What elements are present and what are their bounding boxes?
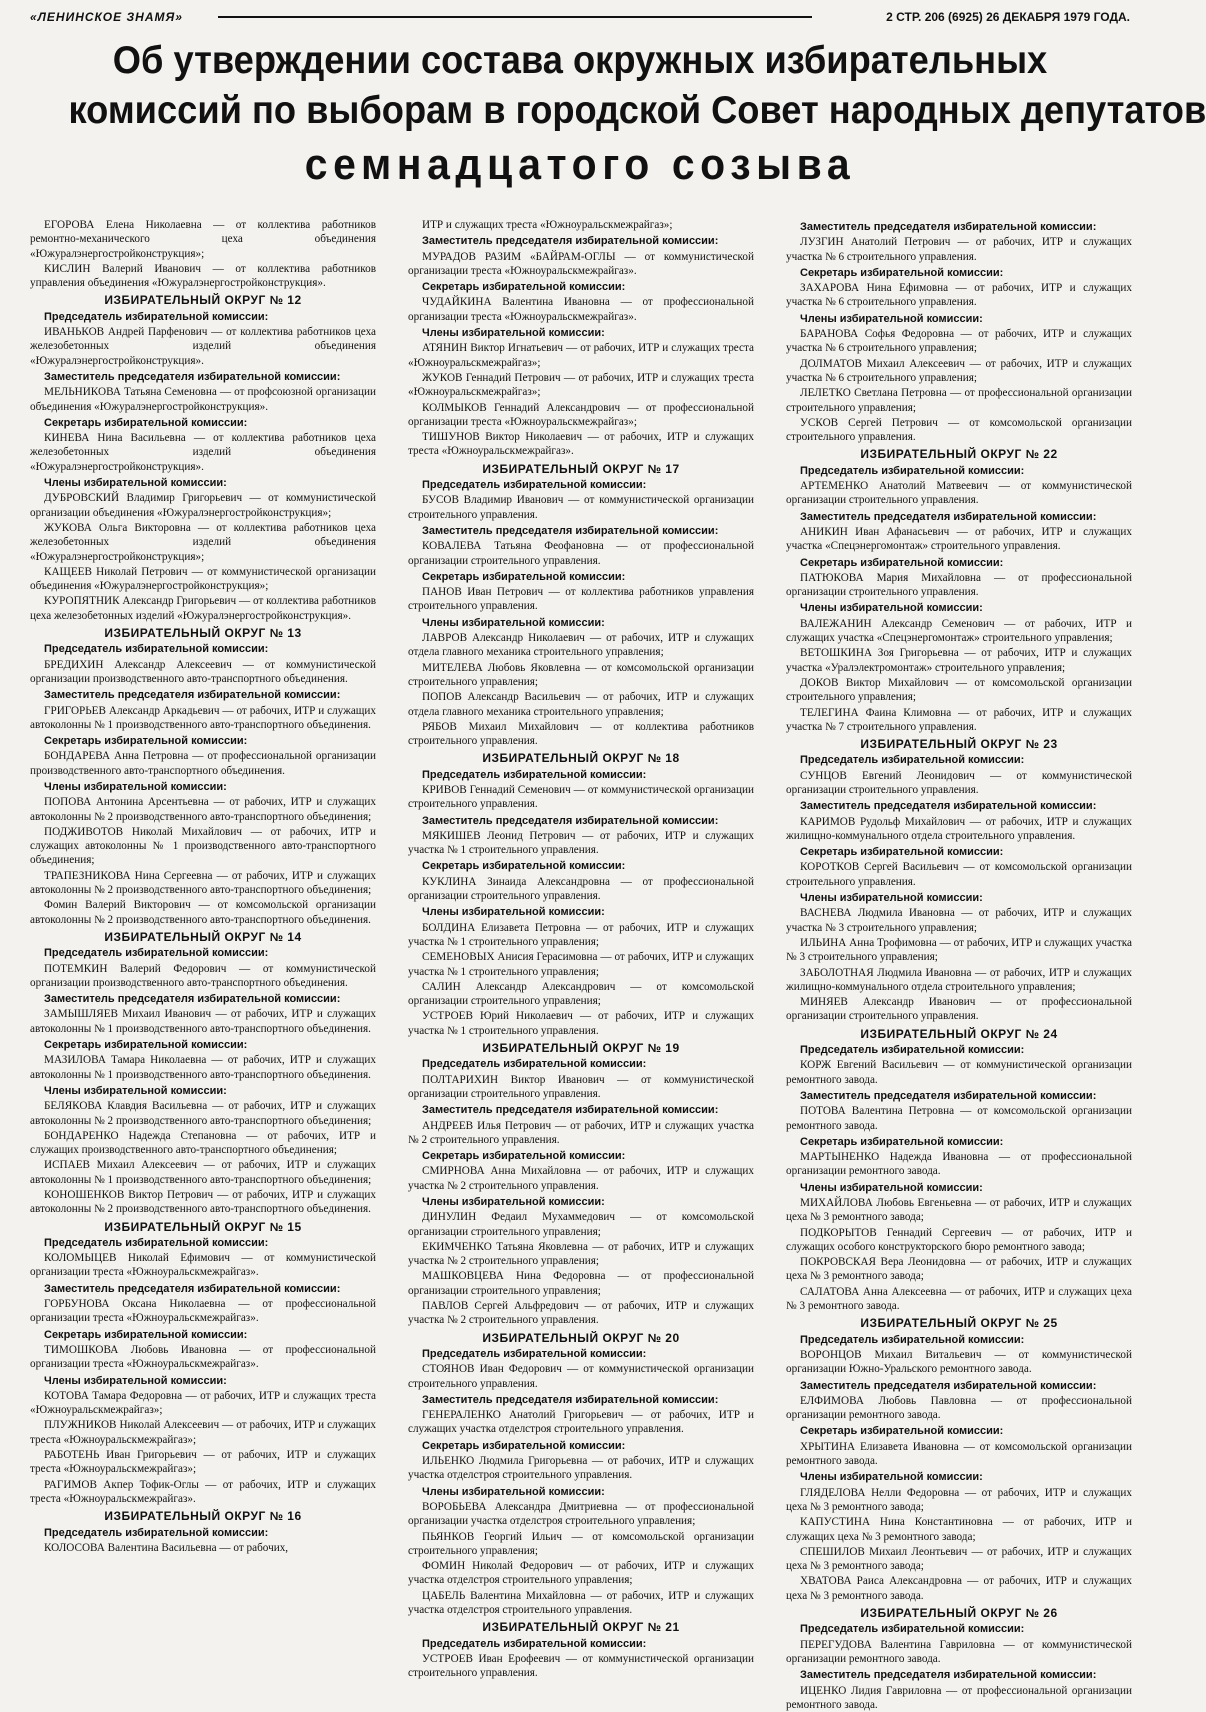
commission-role: Члены избирательной комиссии: <box>30 780 376 794</box>
member-entry: УСТРОЕВ Юрий Николаевич — от рабочих, ИТР и служащих участка № 1 строительного управления. <box>408 1009 754 1038</box>
masthead <box>30 8 1130 26</box>
commission-role: Заместитель председателя избирательной комиссии: <box>408 1103 754 1117</box>
district-heading: ИЗБИРАТЕЛЬНЫЙ ОКРУГ № 16 <box>30 1509 376 1523</box>
commission-role: Секретарь избирательной комиссии: <box>786 556 1132 570</box>
member-entry: СУНЦОВ Евгений Леонидович — от коммунистической организации строительного управления. <box>786 769 1132 798</box>
commission-role: Председатель избирательной комиссии: <box>786 1622 1132 1636</box>
commission-role: Секретарь избирательной комиссии: <box>786 266 1132 280</box>
member-entry: БЕЛЯКОВА Клавдия Васильевна — от рабочих, ИТР и служащих автоколонны № 2 производственного авто-транспортного объединения; <box>30 1099 376 1128</box>
commission-role: Секретарь избирательной комиссии: <box>408 1439 754 1453</box>
commission-role: Секретарь избирательной комиссии: <box>786 845 1132 859</box>
member-entry: ДИНУЛИН Федаил Мухаммедович — от комсомольской организации строительного управления; <box>408 1210 754 1239</box>
member-entry: КОТОВА Тамара Федоровна — от рабочих, ИТР и служащих треста «Южноуральскмежрайгаз»; <box>30 1389 376 1418</box>
member-entry: БРЕДИХИН Александр Алексеевич — от коммунистической организации производственного авто-транспортного объединения. <box>30 658 376 687</box>
member-entry: ТРАПЕЗНИКОВА Нина Сергеевна — от рабочих, ИТР и служащих автоколонны № 2 производственного авто-транспортного объединения; <box>30 869 376 898</box>
text-column-2 <box>408 218 754 1638</box>
member-entry: ИТР и служащих треста «Южноуральскмежрайгаз»; <box>408 218 754 232</box>
member-entry: СПЕШИЛОВ Михаил Леонтьевич — от рабочих, ИТР и служащих цеха № 3 ремонтного завода; <box>786 1545 1132 1574</box>
issue-line: 2 СТР. 206 (6925) 26 ДЕКАБРЯ 1979 ГОДА. <box>886 8 1130 26</box>
commission-role: Председатель избирательной комиссии: <box>408 478 754 492</box>
district-heading: ИЗБИРАТЕЛЬНЫЙ ОКРУГ № 23 <box>786 737 1132 751</box>
member-entry: ПОПОВ Александр Васильевич — от рабочих, ИТР и служащих отдела главного механика строительного управления; <box>408 690 754 719</box>
commission-role: Председатель избирательной комиссии: <box>786 753 1132 767</box>
member-entry: КАПУСТИНА Нина Константиновна — от рабочих, ИТР и служащих цеха № 3 ремонтного завода; <box>786 1515 1132 1544</box>
member-entry: МИХАЙЛОВА Любовь Евгеньевна — от рабочих, ИТР и служащих цеха № 3 ремонтного завода; <box>786 1196 1132 1225</box>
district-heading: ИЗБИРАТЕЛЬНЫЙ ОКРУГ № 26 <box>786 1606 1132 1620</box>
commission-role: Заместитель председателя избирательной комиссии: <box>30 370 376 384</box>
member-entry: ГОРБУНОВА Оксана Николаевна — от профессиональной организации треста «Южноуральскмежрайгаз». <box>30 1297 376 1326</box>
member-entry: КОЛМЫКОВ Геннадий Александрович — от профессиональной организации треста «Южноуральскмежрайгаз»; <box>408 401 754 430</box>
member-entry: ПОДКОРЫТОВ Геннадий Сергеевич — от рабочих, ИТР и служащих особого конструкторского бюро ремонтного завода; <box>786 1226 1132 1255</box>
member-entry: КУРОПЯТНИК Александр Григорьевич — от коллектива работников цеха железобетонных изделий «Южуралэнергостройконструкция». <box>30 594 376 623</box>
member-entry: ДОЛМАТОВ Михаил Алексеевич — от рабочих, ИТР и служащих участка № 6 строительного управления; <box>786 357 1132 386</box>
commission-role: Члены избирательной комиссии: <box>786 1470 1132 1484</box>
member-entry: МАЗИЛОВА Тамара Николаевна — от рабочих, ИТР и служащих автоколонны № 1 производственного авто-транспортного объединения. <box>30 1053 376 1082</box>
commission-role: Заместитель председателя избирательной комиссии: <box>30 1282 376 1296</box>
member-entry: ВАСНЕВА Людмила Ивановна — от рабочих, ИТР и служащих участка № 3 строительного управления; <box>786 906 1132 935</box>
district-heading: ИЗБИРАТЕЛЬНЫЙ ОКРУГ № 22 <box>786 447 1132 461</box>
member-entry: ВОРОБЬЕВА Александра Дмитриевна — от профессиональной организации участка отделстроя строительного управления; <box>408 1500 754 1529</box>
commission-role: Председатель избирательной комиссии: <box>786 1333 1132 1347</box>
district-heading: ИЗБИРАТЕЛЬНЫЙ ОКРУГ № 12 <box>30 293 376 307</box>
commission-role: Секретарь избирательной комиссии: <box>30 1038 376 1052</box>
member-entry: ГЛЯДЕЛОВА Нелли Федоровна — от рабочих, ИТР и служащих цеха № 3 ремонтного завода; <box>786 1486 1132 1515</box>
district-heading: ИЗБИРАТЕЛЬНЫЙ ОКРУГ № 13 <box>30 626 376 640</box>
member-entry: ПЬЯНКОВ Георгий Ильич — от комсомольской организации строительного управления; <box>408 1530 754 1559</box>
member-entry: КОРОТКОВ Сергей Васильевич — от комсомольской организации строительного управления. <box>786 860 1132 889</box>
commission-role: Члены избирательной комиссии: <box>30 476 376 490</box>
member-entry: УСКОВ Сергей Петрович — от комсомольской организации строительного управления. <box>786 416 1132 445</box>
member-entry: ИЛЬИНА Анна Трофимовна — от рабочих, ИТР и служащих участка № 3 строительного управления; <box>786 936 1132 965</box>
commission-role: Секретарь избирательной комиссии: <box>786 1135 1132 1149</box>
member-entry: ПЕРЕГУДОВА Валентина Гавриловна — от коммунистической организации ремонтного завода. <box>786 1638 1132 1667</box>
member-entry: КОЛОСОВА Валентина Васильевна — от рабочих, <box>30 1541 376 1555</box>
commission-role: Заместитель председателя избирательной комиссии: <box>30 688 376 702</box>
commission-role: Секретарь избирательной комиссии: <box>30 734 376 748</box>
member-entry: БОЛДИНА Елизавета Петровна — от рабочих, ИТР и служащих участка № 1 строительного управления; <box>408 921 754 950</box>
member-entry: ПЛУЖНИКОВ Николай Алексеевич — от рабочих, ИТР и служащих треста «Южноуральскмежрайгаз»; <box>30 1418 376 1447</box>
member-entry: ТЕЛЕГИНА Фаина Климовна — от рабочих, ИТР и служащих участка № 7 строительного управления. <box>786 706 1132 735</box>
member-entry: ИЛЬЕНКО Людмила Григорьевна — от рабочих, ИТР и служащих участка отделстроя строительного управления. <box>408 1454 754 1483</box>
member-entry: ВОРОНЦОВ Михаил Витальевич — от коммунистической организации Южно-Уральского ремонтного завода. <box>786 1348 1132 1377</box>
member-entry: МУРАДОВ РАЗИМ «БАЙРАМ-ОГЛЫ — от коммунистической организации треста «Южноуральскмежрайгаз». <box>408 250 754 279</box>
article-headline <box>69 36 1092 190</box>
member-entry: МАРТЫНЕНКО Надежда Ивановна — от профессиональной организации ремонтного завода. <box>786 1150 1132 1179</box>
headline-line-1: Об утверждении состава окружных избирательных <box>69 36 1092 86</box>
member-entry: ПАТЮКОВА Мария Михайловна — от профессиональной организации строительного управления. <box>786 571 1132 600</box>
headline-line-2: комиссий по выборам в городской Совет народных депутатов <box>69 86 1092 136</box>
commission-role: Члены избирательной комиссии: <box>408 1485 754 1499</box>
commission-role: Председатель избирательной комиссии: <box>786 464 1132 478</box>
commission-role: Члены избирательной комиссии: <box>786 312 1132 326</box>
commission-role: Секретарь избирательной комиссии: <box>408 859 754 873</box>
member-entry: ЗАХАРОВА Нина Ефимовна — от рабочих, ИТР и служащих участка № 6 строительного управления. <box>786 281 1132 310</box>
commission-role: Заместитель председателя избирательной комиссии: <box>408 814 754 828</box>
member-entry: МИНЯЕВ Александр Иванович — от профессиональной организации строительного управления. <box>786 995 1132 1024</box>
member-entry: ЛУЗГИН Анатолий Петрович — от рабочих, ИТР и служащих участка № 6 строительного управления. <box>786 235 1132 264</box>
member-entry: КОЛОМЫЦЕВ Николай Ефимович — от коммунистической организации треста «Южноуральскмежрайгаз». <box>30 1251 376 1280</box>
article-body <box>30 218 1134 1638</box>
district-heading: ИЗБИРАТЕЛЬНЫЙ ОКРУГ № 21 <box>408 1620 754 1634</box>
member-entry: ЛЕЛЕТКО Светлана Петровна — от профессиональной организации строительного управления; <box>786 386 1132 415</box>
commission-role: Председатель избирательной комиссии: <box>30 642 376 656</box>
member-entry: КИНЕВА Нина Васильевна — от коллектива работников цеха железобетонных изделий объединения «Южуралэнергостройконструкция». <box>30 431 376 474</box>
member-entry: ХРЫТИНА Елизавета Ивановна — от комсомольской организации ремонтного завода. <box>786 1440 1132 1469</box>
member-entry: АТЯНИН Виктор Игнатьевич — от рабочих, ИТР и служащих треста «Южноуральскмежрайгаз»; <box>408 341 754 370</box>
text-column-1 <box>30 218 376 1638</box>
headline-line-3: семнадцатого созыва <box>69 140 1092 190</box>
district-heading: ИЗБИРАТЕЛЬНЫЙ ОКРУГ № 18 <box>408 751 754 765</box>
commission-role: Члены избирательной комиссии: <box>786 1181 1132 1195</box>
member-entry: ЕГОРОВА Елена Николаевна — от коллектива работников ремонтно-механического цеха объединения «Южуралэнергостройконструкция»; <box>30 218 376 261</box>
commission-role: Секретарь избирательной комиссии: <box>786 1424 1132 1438</box>
commission-role: Заместитель председателя избирательной комиссии: <box>30 992 376 1006</box>
member-entry: ЗАБОЛОТНАЯ Людмила Ивановна — от рабочих, ИТР и служащих жилищно-коммунального отдела строительного управления; <box>786 966 1132 995</box>
commission-role: Председатель избирательной комиссии: <box>408 1637 754 1651</box>
member-entry: ТИМОШКОВА Любовь Ивановна — от профессиональной организации треста «Южноуральскмежрайгаз». <box>30 1343 376 1372</box>
commission-role: Председатель избирательной комиссии: <box>786 1043 1132 1057</box>
district-heading: ИЗБИРАТЕЛЬНЫЙ ОКРУГ № 24 <box>786 1027 1132 1041</box>
member-entry: МЕЛЬНИКОВА Татьяна Семеновна — от профсоюзной организации объединения «Южуралэнергостройконструкция». <box>30 385 376 414</box>
member-entry: ТИШУНОВ Виктор Николаевич — от рабочих, ИТР и служащих треста «Южноуральскмежрайгаз». <box>408 430 754 459</box>
member-entry: АНДРЕЕВ Илья Петрович — от рабочих, ИТР и служащих участка № 2 строительного управления. <box>408 1119 754 1148</box>
member-entry: КАРИМОВ Рудольф Михайлович — от рабочих, ИТР и служащих жилищно-коммунального отдела строительного управления. <box>786 815 1132 844</box>
commission-role: Члены избирательной комиссии: <box>30 1084 376 1098</box>
commission-role: Председатель избирательной комиссии: <box>30 1236 376 1250</box>
commission-role: Председатель избирательной комиссии: <box>408 768 754 782</box>
commission-role: Председатель избирательной комиссии: <box>30 1526 376 1540</box>
commission-role: Заместитель председателя избирательной комиссии: <box>408 234 754 248</box>
commission-role: Заместитель председателя избирательной комиссии: <box>408 524 754 538</box>
member-entry: ВАЛЕЖАНИН Александр Семенович — от рабочих, ИТР и служащих участка «Спецэнергомонтаж» строительного управления; <box>786 617 1132 646</box>
member-entry: АНИКИН Иван Афанасьевич — от рабочих, ИТР и служащих участка «Спецэнергомонтаж» строительного управления. <box>786 525 1132 554</box>
member-entry: СМИРНОВА Анна Михайловна — от рабочих, ИТР и служащих участка № 2 строительного управления. <box>408 1164 754 1193</box>
district-heading: ИЗБИРАТЕЛЬНЫЙ ОКРУГ № 20 <box>408 1331 754 1345</box>
member-entry: КАЩЕЕВ Николай Петрович — от коммунистической организации объединения «Южуралэнергостройконструкция»; <box>30 565 376 594</box>
commission-role: Председатель избирательной комиссии: <box>408 1347 754 1361</box>
district-heading: ИЗБИРАТЕЛЬНЫЙ ОКРУГ № 14 <box>30 930 376 944</box>
member-entry: АРТЕМЕНКО Анатолий Матвеевич — от коммунистической организации строительного управления. <box>786 479 1132 508</box>
member-entry: ЛАВРОВ Александр Николаевич — от рабочих, ИТР и служащих отдела главного механика строительного управления; <box>408 631 754 660</box>
member-entry: ЖУКОВ Геннадий Петрович — от рабочих, ИТР и служащих треста «Южноуральскмежрайгаз»; <box>408 371 754 400</box>
member-entry: КОРЖ Евгений Васильевич — от коммунистической организации ремонтного завода. <box>786 1058 1132 1087</box>
commission-role: Секретарь избирательной комиссии: <box>408 570 754 584</box>
member-entry: ПАНОВ Иван Петрович — от коллектива работников управления строительного управления. <box>408 585 754 614</box>
commission-role: Заместитель председателя избирательной комиссии: <box>786 1089 1132 1103</box>
commission-role: Заместитель председателя избирательной комиссии: <box>408 1393 754 1407</box>
member-entry: БАРАНОВА Софья Федоровна — от рабочих, ИТР и служащих участка № 6 строительного управления; <box>786 327 1132 356</box>
commission-role: Председатель избирательной комиссии: <box>30 946 376 960</box>
district-heading: ИЗБИРАТЕЛЬНЫЙ ОКРУГ № 19 <box>408 1041 754 1055</box>
member-entry: ЦАБЕЛЬ Валентина Михайловна — от рабочих, ИТР и служащих участка отделстроя строительного управления. <box>408 1589 754 1618</box>
commission-role: Заместитель председателя избирательной комиссии: <box>786 1379 1132 1393</box>
member-entry: КУКЛИНА Зинаида Александровна — от профессиональной организации строительного управления. <box>408 875 754 904</box>
member-entry: ЕЛФИМОВА Любовь Павловна — от профессиональной организации ремонтного завода. <box>786 1394 1132 1423</box>
member-entry: ФОМИН Николай Федорович — от рабочих, ИТР и служащих участка отделстроя строительного управления; <box>408 1559 754 1588</box>
member-entry: БОНДАРЕВА Анна Петровна — от профессиональной организации производственного авто-транспортного объединения. <box>30 749 376 778</box>
member-entry: ПОТЕМКИН Валерий Федорович — от коммунистической организации производственного авто-транспортного объединения. <box>30 962 376 991</box>
member-entry: МЯКИШЕВ Леонид Петрович — от рабочих, ИТР и служащих участка № 1 строительного управления. <box>408 829 754 858</box>
member-entry: ПОКРОВСКАЯ Вера Леонидовна — от рабочих, ИТР и служащих цеха № 3 ремонтного завода; <box>786 1255 1132 1284</box>
member-entry: ДОКОВ Виктор Михайлович — от комсомольской организации строительного управления; <box>786 676 1132 705</box>
member-entry: КОНОШЕНКОВ Виктор Петрович — от рабочих, ИТР и служащих автоколонны № 2 производственного авто-транспортного объединения. <box>30 1188 376 1217</box>
member-entry: УСТРОЕВ Иван Ерофеевич — от коммунистической организации строительного управления. <box>408 1652 754 1681</box>
member-entry: КОВАЛЕВА Татьяна Феофановна — от профессиональной организации строительного управления. <box>408 539 754 568</box>
member-entry: ПОТОВА Валентина Петровна — от комсомольской организации ремонтного завода. <box>786 1104 1132 1133</box>
commission-role: Заместитель председателя избирательной комиссии: <box>786 799 1132 813</box>
member-entry: КИСЛИН Валерий Иванович — от коллектива работников управления объединения «Южуралэнергостройконструкция». <box>30 262 376 291</box>
member-entry: САЛИН Александр Александрович — от комсомольской организации строительного управления; <box>408 980 754 1009</box>
commission-role: Члены избирательной комиссии: <box>786 891 1132 905</box>
commission-role: Секретарь избирательной комиссии: <box>408 280 754 294</box>
member-entry: СТОЯНОВ Иван Федорович — от коммунистической организации строительного управления. <box>408 1362 754 1391</box>
commission-role: Председатель избирательной комиссии: <box>408 1057 754 1071</box>
member-entry: ИСПАЕВ Михаил Алексеевич — от рабочих, ИТР и служащих автоколонны № 1 производственного авто-транспортного объединения; <box>30 1158 376 1187</box>
commission-role: Члены избирательной комиссии: <box>30 1374 376 1388</box>
member-entry: ЗАМЫШЛЯЕВ Михаил Иванович — от рабочих, ИТР и служащих автоколонны № 1 производственного авто-транспортного объединения. <box>30 1007 376 1036</box>
member-entry: ВЕТОШКИНА Зоя Григорьевна — от рабочих, ИТР и служащих участка «Уралэлектромонтаж» строительного управления; <box>786 646 1132 675</box>
member-entry: САЛАТОВА Анна Алексеевна — от рабочих, ИТР и служащих цеха № 3 ремонтного завода. <box>786 1285 1132 1314</box>
member-entry: СЕМЕНОВЫХ Анисия Герасимовна — от рабочих, ИТР и служащих участка № 1 строительного управления; <box>408 950 754 979</box>
text-column-3 <box>786 218 1132 1638</box>
member-entry: РАБОТЕНЬ Иван Григорьевич — от рабочих, ИТР и служащих треста «Южноуральскмежрайгаз»; <box>30 1448 376 1477</box>
member-entry: Фомин Валерий Викторович — от комсомольской организации автоколонны № 2 производственного авто-транспортного объединения. <box>30 898 376 927</box>
district-heading: ИЗБИРАТЕЛЬНЫЙ ОКРУГ № 25 <box>786 1316 1132 1330</box>
masthead-rule <box>218 16 812 18</box>
member-entry: БУСОВ Владимир Иванович — от коммунистической организации строительного управления. <box>408 493 754 522</box>
member-entry: РЯБОВ Михаил Михайлович — от коллектива работников строительного управления. <box>408 720 754 749</box>
commission-role: Секретарь избирательной комиссии: <box>30 416 376 430</box>
commission-role: Члены избирательной комиссии: <box>408 616 754 630</box>
district-heading: ИЗБИРАТЕЛЬНЫЙ ОКРУГ № 17 <box>408 462 754 476</box>
commission-role: Члены избирательной комиссии: <box>408 905 754 919</box>
member-entry: ЕКИМЧЕНКО Татьяна Яковлевна — от рабочих, ИТР и служащих участка № 2 строительного управления; <box>408 1240 754 1269</box>
commission-role: Председатель избирательной комиссии: <box>30 310 376 324</box>
newspaper-name: «ЛЕНИНСКОЕ ЗНАМЯ» <box>30 8 183 26</box>
member-entry: ГЕНЕРАЛЕНКО Анатолий Григорьевич — от рабочих, ИТР и служащих участка отделстроя строительного управления. <box>408 1408 754 1437</box>
commission-role: Члены избирательной комиссии: <box>786 601 1132 615</box>
member-entry: ПОЛТАРИХИН Виктор Иванович — от коммунистической организации строительного управления. <box>408 1073 754 1102</box>
member-entry: ЖУКОВА Ольга Викторовна — от коллектива работников цеха железобетонных изделий объединения «Южуралэнергостройконструкция»; <box>30 521 376 564</box>
commission-role: Секретарь избирательной комиссии: <box>30 1328 376 1342</box>
member-entry: ИВАНЬКОВ Андрей Парфенович — от коллектива работников цеха железобетонных изделий объединения «Южуралэнергостройконструкция». <box>30 325 376 368</box>
member-entry: ХВАТОВА Раиса Александровна — от рабочих, ИТР и служащих цеха № 3 ремонтного завода. <box>786 1574 1132 1603</box>
member-entry: РАГИМОВ Акпер Тофик-Оглы — от рабочих, ИТР и служащих треста «Южноуральскмежрайгаз». <box>30 1478 376 1507</box>
member-entry: ГРИГОРЬЕВ Александр Аркадьевич — от рабочих, ИТР и служащих автоколонны № 1 производственного авто-транспортного объединения. <box>30 704 376 733</box>
member-entry: МАШКОВЦЕВА Нина Федоровна — от профессиональной организации строительного управления; <box>408 1269 754 1298</box>
commission-role: Заместитель председателя избирательной комиссии: <box>786 220 1132 234</box>
member-entry: ИЦЕНКО Лидия Гавриловна — от профессиональной организации ремонтного завода. <box>786 1684 1132 1712</box>
district-heading: ИЗБИРАТЕЛЬНЫЙ ОКРУГ № 15 <box>30 1220 376 1234</box>
commission-role: Члены избирательной комиссии: <box>408 326 754 340</box>
member-entry: КРИВОВ Геннадий Семенович — от коммунистической организации строительного управления. <box>408 783 754 812</box>
commission-role: Заместитель председателя избирательной комиссии: <box>786 1668 1132 1682</box>
commission-role: Члены избирательной комиссии: <box>408 1195 754 1209</box>
commission-role: Секретарь избирательной комиссии: <box>408 1149 754 1163</box>
commission-role: Заместитель председателя избирательной комиссии: <box>786 510 1132 524</box>
member-entry: БОНДАРЕНКО Надежда Степановна — от рабочих, ИТР и служащих производственного авто-транспортного объединения; <box>30 1129 376 1158</box>
member-entry: ДУБРОВСКИЙ Владимир Григорьевич — от коммунистической организации объединения «Южуралэнергостройконструкция»; <box>30 491 376 520</box>
member-entry: ПОДЖИВОТОВ Николай Михайлович — от рабочих, ИТР и служащих автоколонны № 1 производственного авто-транспортного объединения; <box>30 825 376 868</box>
member-entry: ПОПОВА Антонина Арсентьевна — от рабочих, ИТР и служащих автоколонны № 2 производственного авто-транспортного объединения; <box>30 795 376 824</box>
member-entry: ПАВЛОВ Сергей Альфредович — от рабочих, ИТР и служащих участка № 2 строительного управления. <box>408 1299 754 1328</box>
member-entry: ЧУДАЙКИНА Валентина Ивановна — от профессиональной организации треста «Южноуральскмежрайгаз». <box>408 295 754 324</box>
member-entry: МИТЕЛЕВА Любовь Яковлевна — от комсомольской организации строительного управления; <box>408 661 754 690</box>
